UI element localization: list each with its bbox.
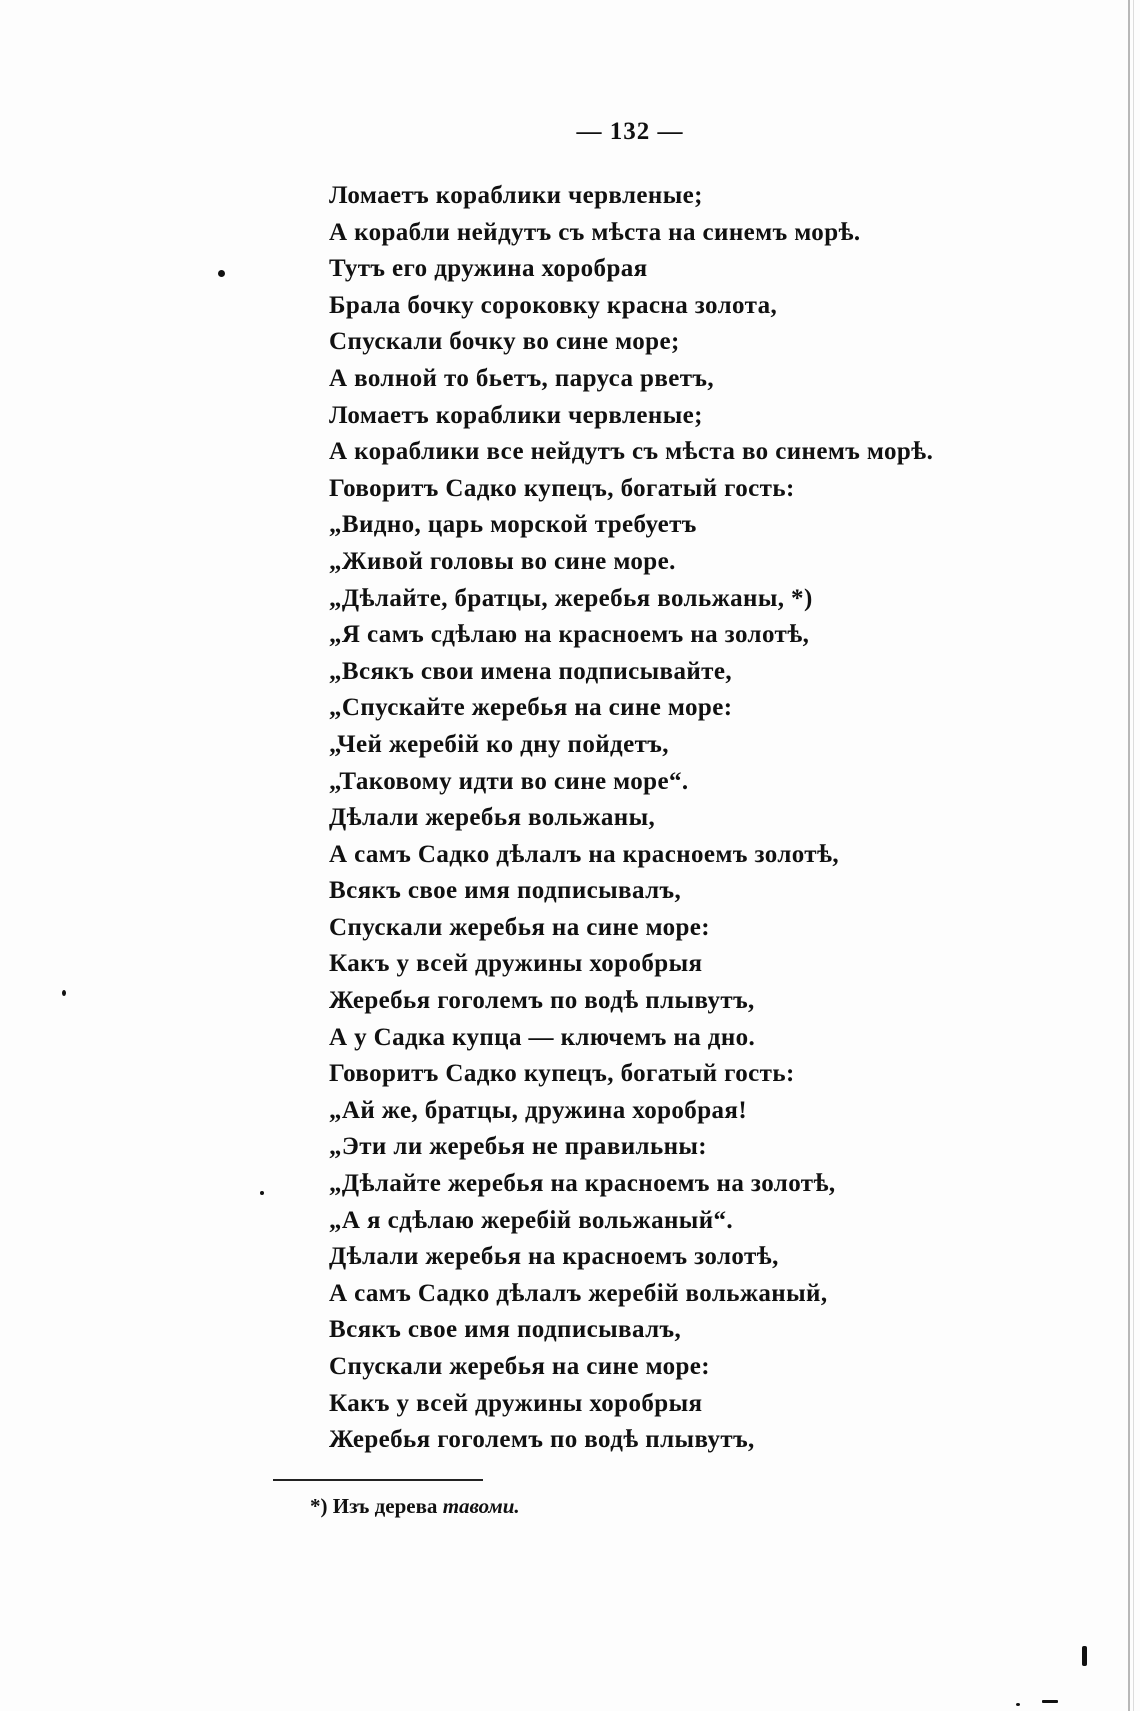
footnote-divider — [273, 1479, 483, 1481]
verse-line: А самъ Садко дѣлалъ на красноемъ золотѣ, — [329, 840, 840, 868]
scan-speck — [62, 990, 66, 996]
footnote-text: *) Изъ дерева — [310, 1494, 443, 1518]
verse-line: Всякъ свое имя подписывалъ, — [329, 877, 682, 905]
verse-line: „Таковому идти во сине море“. — [329, 767, 689, 795]
verse-line: „Живой головы во сине море. — [329, 547, 676, 575]
verse-line: А кораблики все нейдутъ съ мѣста во синемъ морѣ. — [329, 438, 934, 466]
verse-line: „Видно, царь морской требуетъ — [329, 511, 697, 539]
verse-line: А самъ Садко дѣлалъ жеребій вольжаный, — [329, 1279, 828, 1307]
footnote — [310, 1494, 520, 1519]
scan-speck — [1082, 1646, 1087, 1666]
verse-line: Дѣлали жеребья вольжаны, — [329, 804, 656, 832]
scan-speck — [1016, 1703, 1020, 1706]
verse-line: „Я самъ сдѣлаю на красноемъ на золотѣ, — [329, 621, 810, 649]
verse-line: Жеребья гоголемъ по водѣ плывутъ, — [329, 987, 755, 1015]
verse-line: Ломаетъ кораблики червленые; — [329, 182, 703, 209]
verse-line: „Дѣлайте жеребья на красноемъ на золотѣ, — [329, 1170, 836, 1198]
scan-speck — [1042, 1700, 1058, 1703]
verse-line: А волной то бьетъ, паруса рветъ, — [329, 364, 715, 392]
verse-line: „Всякъ свои имена подписывайте, — [329, 657, 732, 685]
scan-edge-line — [1128, 0, 1130, 1711]
verse-line: Какъ у всей дружины хоробрыя — [329, 1389, 703, 1417]
verse-line: А корабли нейдутъ съ мѣста на синемъ морѣ. — [329, 218, 861, 246]
verse-line: Ломаетъ кораблики червленые; — [329, 401, 703, 429]
verse-line: Говоритъ Садко купецъ, богатый гость: — [329, 1060, 795, 1088]
verse-text — [329, 178, 933, 1459]
verse-line: Спускали жеребья на сине море: — [329, 1353, 711, 1380]
verse-line: „Чей жеребій ко дну пойдетъ, — [329, 730, 669, 758]
scan-speck — [218, 270, 225, 277]
verse-line: Брала бочку сороковку красна золота, — [329, 291, 778, 319]
verse-line: „Ай же, братцы, дружина хоробрая! — [329, 1096, 748, 1124]
verse-line: Дѣлали жеребья на красноемъ золотѣ, — [329, 1243, 779, 1271]
verse-line: „Спускайте жеребья на сине море: — [329, 694, 733, 722]
footnote-emphasis: тавоми. — [442, 1494, 520, 1518]
verse-line: Спускали бочку во сине море; — [329, 328, 680, 356]
verse-line: Жеребья гоголемъ по водѣ плывутъ, — [329, 1426, 755, 1454]
scan-speck — [260, 1191, 264, 1195]
verse-line: „А я сдѣлаю жеребій вольжаный“. — [329, 1206, 734, 1234]
verse-line: Всякъ свое имя подписывалъ, — [329, 1316, 682, 1344]
verse-line: „Дѣлайте, братцы, жеребья вольжаны, *) — [329, 584, 813, 612]
page-number: — 132 — — [576, 118, 684, 145]
verse-line: Говоритъ Садко купецъ, богатый гость: — [329, 474, 795, 502]
verse-line: А у Садка купца — ключемъ на дно. — [329, 1023, 756, 1051]
scan-edge-shadow — [1133, 0, 1134, 1711]
verse-line: Какъ у всей дружины хоробрыя — [329, 950, 703, 978]
verse-line: „Эти ли жеребья не правильны: — [329, 1133, 708, 1161]
verse-line: Спускали жеребья на сине море: — [329, 913, 711, 941]
verse-line: Тутъ его дружина хоробрая — [329, 255, 648, 283]
